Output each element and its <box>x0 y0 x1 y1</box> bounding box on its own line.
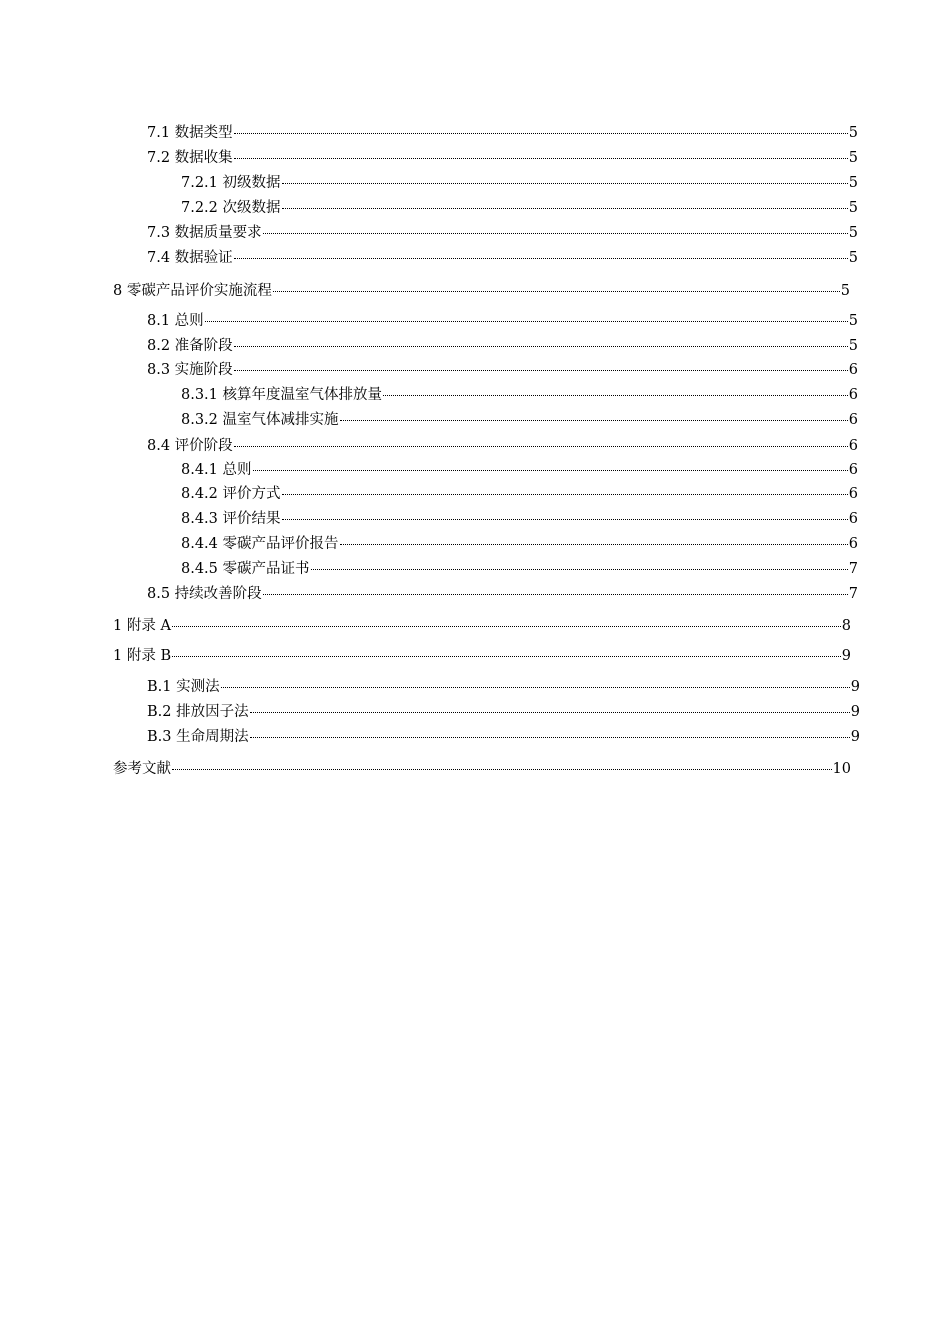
toc-entry-page-number: 6 <box>848 511 858 527</box>
toc-entry-title: 7.3 数据质量要求 <box>147 225 262 241</box>
toc-entry-title: B.3 生命周期法 <box>147 729 249 745</box>
toc-entry-title: 8.4.3 评价结果 <box>181 511 281 527</box>
toc-entry[interactable] <box>147 585 858 603</box>
toc-entry[interactable] <box>181 485 858 503</box>
toc-dot-leader <box>250 711 850 713</box>
toc-dot-leader <box>234 369 848 371</box>
toc-entry[interactable] <box>147 312 858 330</box>
toc-dot-leader <box>234 445 848 447</box>
toc-entry[interactable] <box>181 386 858 404</box>
toc-entry-title: B.1 实测法 <box>147 679 220 695</box>
toc-entry[interactable] <box>181 560 858 578</box>
toc-entry[interactable] <box>147 361 858 379</box>
toc-dot-leader <box>234 157 848 159</box>
toc-entry-title: 7.2.2 次级数据 <box>181 200 281 216</box>
toc-entry-page-number: 10 <box>832 761 851 777</box>
toc-entry-page-number: 9 <box>841 648 851 664</box>
toc-entry-page-number: 5 <box>840 283 850 299</box>
toc-dot-leader <box>172 625 841 627</box>
toc-entry-page-number: 6 <box>848 362 858 378</box>
toc-entry[interactable] <box>113 617 851 635</box>
toc-entry-page-number: 5 <box>848 250 858 266</box>
toc-dot-leader <box>234 132 848 134</box>
toc-entry-page-number: 7 <box>848 586 858 602</box>
toc-entry-page-number: 6 <box>848 486 858 502</box>
toc-entry[interactable] <box>181 510 858 528</box>
toc-entry-page-number: 9 <box>850 679 860 695</box>
toc-entry-page-number: 6 <box>848 412 858 428</box>
toc-entry[interactable] <box>113 647 851 665</box>
toc-entry[interactable] <box>113 282 850 300</box>
toc-entry-title: 8.3 实施阶段 <box>147 362 233 378</box>
toc-entry[interactable] <box>181 174 858 192</box>
toc-dot-leader <box>205 320 848 322</box>
toc-entry-title: 8 零碳产品评价实施流程 <box>113 283 272 299</box>
toc-entry-title: 8.4.1 总则 <box>181 462 252 478</box>
toc-entry-page-number: 5 <box>848 150 858 166</box>
toc-dot-leader <box>221 686 850 688</box>
toc-entry-page-number: 9 <box>850 704 860 720</box>
toc-entry[interactable] <box>147 149 858 167</box>
toc-dot-leader <box>311 568 848 570</box>
toc-entry-title: 7.2 数据收集 <box>147 150 233 166</box>
toc-entry[interactable] <box>147 678 860 696</box>
toc-dot-leader <box>172 655 841 657</box>
toc-entry-title: 8.1 总则 <box>147 313 204 329</box>
toc-entry[interactable] <box>147 703 860 721</box>
toc-entry[interactable] <box>147 337 858 355</box>
toc-dot-leader <box>282 518 848 520</box>
toc-entry-page-number: 5 <box>848 225 858 241</box>
toc-entry-title: B.2 排放因子法 <box>147 704 249 720</box>
toc-entry-title: 1 附录 B <box>113 648 172 664</box>
toc-dot-leader <box>282 207 848 209</box>
toc-entry-page-number: 6 <box>848 438 858 454</box>
toc-dot-leader <box>250 736 850 738</box>
toc-dot-leader <box>383 394 848 396</box>
toc-entry-page-number: 5 <box>848 125 858 141</box>
toc-dot-leader <box>234 345 848 347</box>
toc-dot-leader <box>340 543 848 545</box>
toc-entry-title: 7.2.1 初级数据 <box>181 175 281 191</box>
toc-entry-page-number: 7 <box>848 561 858 577</box>
toc-entry-title: 8.4.2 评价方式 <box>181 486 281 502</box>
toc-entry-page-number: 6 <box>848 387 858 403</box>
toc-entry-title: 8.3.1 核算年度温室气体排放量 <box>181 387 383 403</box>
toc-entry[interactable] <box>147 728 860 746</box>
toc-dot-leader <box>263 232 848 234</box>
toc-entry-title: 8.4.5 零碳产品证书 <box>181 561 310 577</box>
toc-entry-page-number: 6 <box>848 462 858 478</box>
toc-entry-page-number: 5 <box>848 175 858 191</box>
toc-entry[interactable] <box>181 461 858 479</box>
toc-dot-leader <box>273 290 840 292</box>
toc-entry-page-number: 6 <box>848 536 858 552</box>
toc-entry-page-number: 5 <box>848 313 858 329</box>
toc-entry-title: 8.3.2 温室气体减排实施 <box>181 412 339 428</box>
toc-entry-title: 8.2 准备阶段 <box>147 338 233 354</box>
toc-entry[interactable] <box>181 535 858 553</box>
toc-entry[interactable] <box>181 411 858 429</box>
toc-entry-title: 1 附录 A <box>113 618 171 634</box>
toc-dot-leader <box>253 469 848 471</box>
toc-entry-title: 8.4.4 零碳产品评价报告 <box>181 536 339 552</box>
toc-dot-leader <box>340 419 848 421</box>
toc-entry[interactable] <box>147 249 858 267</box>
toc-entry[interactable] <box>147 224 858 242</box>
toc-entry-title: 8.5 持续改善阶段 <box>147 586 262 602</box>
toc-dot-leader <box>263 593 848 595</box>
toc-entry[interactable] <box>147 437 858 455</box>
toc-entry-title: 7.1 数据类型 <box>147 125 233 141</box>
toc-dot-leader <box>282 493 848 495</box>
toc-dot-leader <box>282 182 848 184</box>
toc-entry-page-number: 5 <box>848 200 858 216</box>
toc-entry-title: 7.4 数据验证 <box>147 250 233 266</box>
toc-entry-page-number: 5 <box>848 338 858 354</box>
toc-entry[interactable] <box>113 760 851 778</box>
toc-entry-page-number: 8 <box>841 618 851 634</box>
toc-dot-leader <box>172 768 832 770</box>
toc-entry[interactable] <box>181 199 858 217</box>
toc-entry-title: 8.4 评价阶段 <box>147 438 233 454</box>
toc-entry-page-number: 9 <box>850 729 860 745</box>
toc-dot-leader <box>234 257 848 259</box>
toc-entry[interactable] <box>147 124 858 142</box>
toc-entry-title: 参考文献 <box>113 761 171 777</box>
